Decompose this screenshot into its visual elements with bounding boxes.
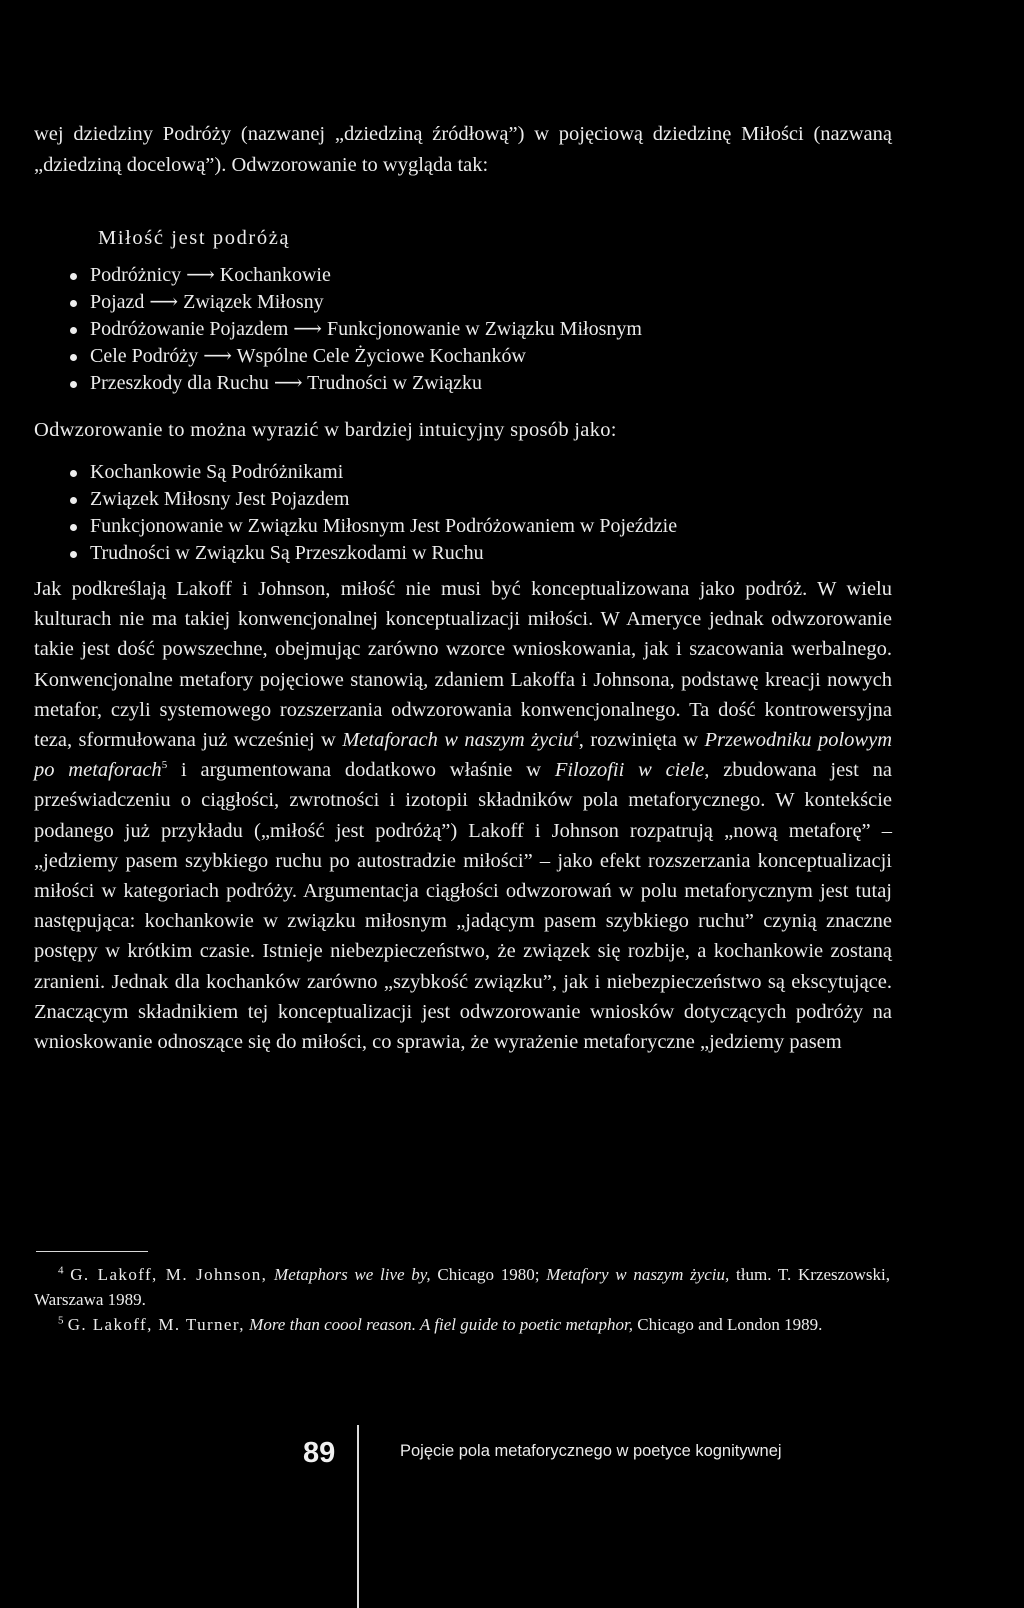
footnote-text: Chicago and London 1989. [633,1315,823,1334]
mapping-list [70,262,642,397]
scheme-title: Miłość jest podróżą [98,227,291,249]
main-text-part: Jak podkreślają Lakoff i Johnson, miłość nie musi być konceptualizowana jako podróż. W wielu kulturach nie ma takiej konwencjonalnej konceptualizacji miłości. W Ameryce jednak odwzorowanie takie jest dość powszechne, obejmując zarówno wzorce wnioskowania, jak i szacowania werbalnego. Konwencjonalne metafory pojęciowe stanowią, zdaniem Lakoffa i Johnsona, podstawę kreacji nowych metafor, czyli systemowego rozszerzania odwzorowania konwencjonalnego. Ta dość kontrowersyjna teza, sformułowana już wcześniej w [34,578,892,752]
footnote-text: Chicago 1980; [430,1265,547,1284]
page-footer [0,1425,1024,1608]
footnote-number: 4 [58,1264,64,1277]
running-title: Pojęcie pola metaforycznego w poetyce kognitywnej [400,1442,782,1460]
page-number: 89 [303,1437,336,1469]
main-text-part: , zbudowana jest na przeświadczeniu o ciągłości, zwrotności i izotopii składników pola metaforycznego. W kontekście podanego już przykładu („miłość jest podróżą”) Lakoff i Johnson rozpatrują „nową metaforę” – „jedziemy pasem szybkiego ruchu po autostradzie miłości” – jako efekt rozszerzania konceptualizacji miłości w kategoriach podróży. Argumentacja ciągłości odwzorowań w polu metaforycznym jest tutaj następująca: kochankowie w związku miłosnym „jadącym pasem szybkiego ruchu” czynią znaczne postępy w krótkim czasie. Istnieje niebezpieczeństwo, że związek się rozbije, a kochankowie zostaną zranieni. Jednak dla kochanków zarówno „szybkość związku”, jak i niebezpieczeństwo są ekscytujące. Znaczącym składnikiem tej konceptualizacji jest odwzorowanie wniosków dotyczących podróży na wnioskowanie odnoszące się do miłości, co sprawia, że wyrażenie metaforyczne „jedziemy pasem [34,759,892,1054]
footnote-divider [36,1251,148,1252]
footnote-title: Metafory w naszym życiu, [546,1265,730,1284]
book-title: Metaforach w naszym życiu [342,729,574,752]
footnote-title: More than coool reason. A fiel guide to poetic metaphor, [249,1315,634,1334]
list-item: Pojazd ⟶ Związek Miłosny [70,289,642,316]
list-item: Cele Podróży ⟶ Wspólne Cele Życiowe Kochanków [70,343,642,370]
main-paragraph [34,574,892,1057]
footnote-title: Metaphors we live by, [274,1265,431,1284]
list-item: Przeszkody dla Ruchu ⟶ Trudności w Związku [70,370,642,397]
footnote-author: G. Lakoff, M. Johnson, [70,1265,268,1284]
book-title: Filozofii w ciele [554,759,705,782]
intuitive-list [70,459,677,567]
book-title: Przewodniku polowym po metaforach [34,729,893,782]
main-text-part: i argumentowana dodatkowo właśnie w [167,759,555,782]
footnotes [34,1262,890,1337]
footnote-number: 5 [58,1314,64,1327]
footnote [34,1312,890,1337]
footnote [34,1262,890,1312]
main-text-part: , rozwinięta w [578,729,705,752]
list-item: Funkcjonowanie w Związku Miłosnym Jest Podróżowaniem w Pojeździe [70,513,677,540]
footer-divider [357,1425,359,1608]
footnote-text: tłum. T. Krzeszowski, Warszawa 1989. [34,1265,891,1309]
list-item: Podróżnicy ⟶ Kochankowie [70,262,642,289]
list-item: Kochankowie Są Podróżnikami [70,459,677,486]
mapping-intro-line: Odwzorowanie to można wyrazić w bardziej intuicyjny sposób jako: [34,419,617,441]
intro-paragraph: wej dziedziny Podróży (nazwanej „dziedziną źródłową”) w pojęciową dziedzinę Miłości (nazwaną „dziedziną docelową”). Odwzorowanie to wygląda tak: [34,123,892,176]
list-item: Podróżowanie Pojazdem ⟶ Funkcjonowanie w Związku Miłosnym [70,316,642,343]
footnote-author: G. Lakoff, M. Turner, [67,1315,245,1334]
list-item: Związek Miłosny Jest Pojazdem [70,486,677,513]
footnote-ref: 5 [161,759,168,772]
footnote-ref: 4 [573,729,579,742]
list-item: Trudności w Związku Są Przeszkodami w Ruchu [70,540,677,567]
